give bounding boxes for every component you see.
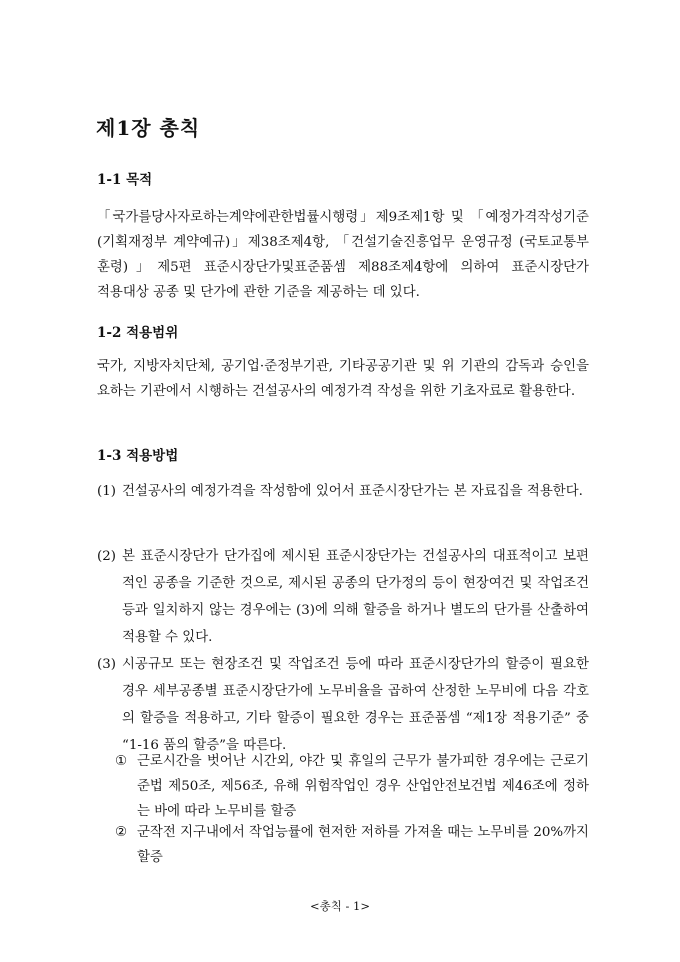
method-item-1 <box>97 478 589 505</box>
section-scope-paragraph: 국가, 지방자치단체, 공기업·준정부기관, 기타공공기관 및 위 기관의 감독과 승인을 요하는 기관에서 시행하는 건설공사의 예정가격 작성을 위한 기초자료로 활용한다. <box>97 359 589 399</box>
subitem-text: 군작전 지구내에서 작업능률에 현저한 저하를 가져올 때는 노무비를 20%까지 할증 <box>137 825 589 865</box>
method-subitem-1 <box>115 749 589 824</box>
section-purpose-paragraph: 「국가를당사자로하는계약에관한법률시행령」제9조제1항 및 「예정가격작성기준(기획재정부 계약예규)」제38조제4항, 「건설기술진흥업무 운영규정 (국토교통부 훈령)」제5편 표준시장단가및표준품셈 제88조제4항에 의하여 표준시장단가 적용대상 공종 및 단가에 관한 기준을 제공하는 데 있다. <box>97 210 589 300</box>
item-number: (1) <box>97 484 116 499</box>
subitem-text: 근로시간을 벗어난 시간외, 야간 및 휴일의 근무가 불가피한 경우에는 근로기준법 제50조, 제56조, 유해 위험작업인 경우 산업안전보건법 제46조에 정하는 바에 따라 노무비를 할증 <box>137 754 589 819</box>
subitem-number: ② <box>115 825 128 840</box>
method-item-2 <box>97 543 589 651</box>
item-text: 건설공사의 예정가격을 작성함에 있어서 표준시장단가는 본 자료집을 적용한다. <box>122 484 583 499</box>
section-heading-scope: 1-2 적용범위 <box>97 325 179 341</box>
chapter-title: 제1장 총칙 <box>96 116 201 140</box>
method-item-3 <box>97 651 589 759</box>
item-text: 시공규모 또는 현장조건 및 작업조건 등에 따라 표준시장단가의 할증이 필요한 경우 세부공종별 표준시장단가에 노무비율을 곱하여 산정한 노무비에 다음 각호의 할증을 적용하고, 기타 할증이 필요한 경우는 표준품셈 “제1장 적용기준” 중 “1-16 품의 할증”을 따른다. <box>122 657 589 753</box>
page-footer: <총칙 - 1> <box>309 899 370 913</box>
method-subitem-2 <box>115 820 589 870</box>
item-number: (2) <box>97 549 116 564</box>
item-number: (3) <box>97 657 116 672</box>
section-heading-method: 1-3 적용방법 <box>97 448 179 464</box>
section-heading-purpose: 1-1 목적 <box>97 172 153 188</box>
subitem-number: ① <box>115 754 128 769</box>
item-text: 본 표준시장단가 단가집에 제시된 표준시장단가는 건설공사의 대표적이고 보편적인 공종을 기준한 것으로, 제시된 공종의 단가정의 등이 현장여건 및 작업조건 등과 일치하지 않는 경우에는 (3)에 의해 할증을 하거나 별도의 단가를 산출하여 적용할 수 있다. <box>122 549 589 645</box>
